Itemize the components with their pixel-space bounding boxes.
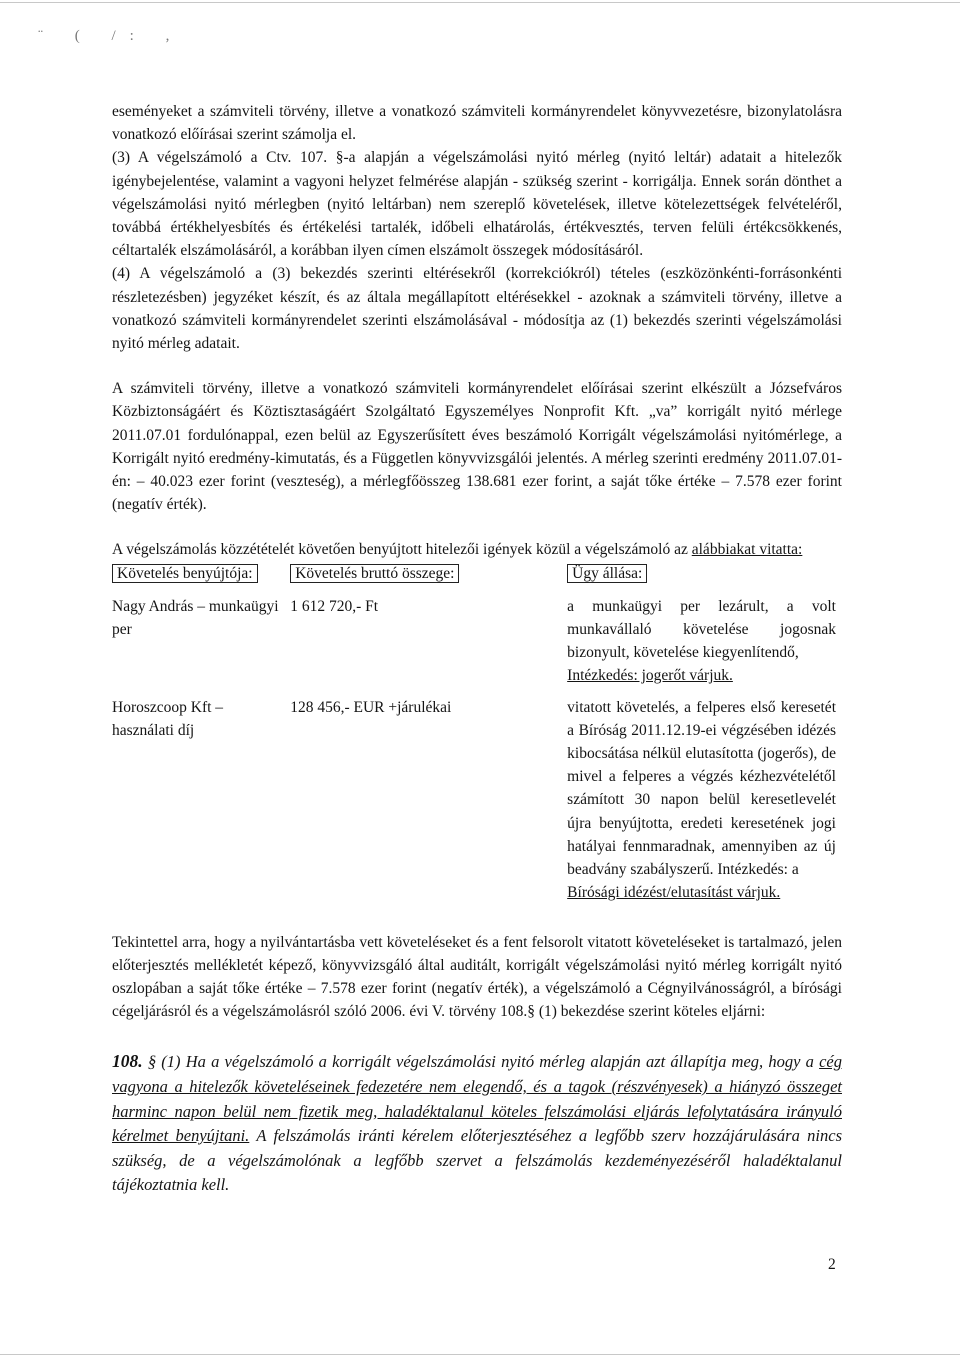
scan-edge-top	[0, 2, 960, 3]
scan-corner-marks: ¨ ( /: ,	[38, 28, 184, 44]
disputed-lead: A végelszámolás közzétételét követően benyújtott hitelezői igények közül a végelszámoló az	[112, 541, 692, 559]
table-row	[112, 696, 842, 905]
header-status: Ügy állása:	[567, 564, 647, 583]
paragraph-conclusion: Tekintettel arra, hogy a nyilvántartásba vett követeléseket és a fent felsorolt vitatott követeléseket is tartalmazó, jelen előterjesztés mellékletét képező, könyvvizsgáló által auditált, korrigált végelszámolási nyitó mérleg korrigált nyitó oszlopában a saját tőke értéke – 7.578 ezer forint (negatív érték), a végelszámoló a Cégnyilvánosságról, a bírósági cégeljárásról és a végelszámolásról szóló 2006. évi V. törvény 108.§ (1) bekezdése szerint köteles eljárni:	[112, 933, 842, 1021]
table-row	[112, 595, 842, 688]
paragraph-disputed	[112, 538, 842, 561]
status-text: a munkaügyi per lezárult, a volt munkavállaló követelése jogosnak bizonyult, követelése kiegyenlítendő,	[567, 597, 836, 662]
cell-status	[567, 595, 842, 688]
law-section-number: 108.	[112, 1051, 143, 1072]
scan-edge-bottom	[0, 1354, 960, 1355]
paragraph-4: (4) A végelszámoló a (3) bekezdés szerinti eltérésekről (korrekciókról) tételes (eszközönkénti-forrásonkénti részletezésben) jegyzéket készít, és az általa megállapított eltérésekkel - azoknak a számviteli törvény, illetve a vonatkozó számviteli kormányrendelet szerinti elszámolásával - módosítja az (1) bekezdés szerinti végelszámolási nyitó mérleg adatait.	[112, 265, 842, 353]
law-quote	[112, 1049, 842, 1198]
header-creditor: Követelés benyújtója:	[112, 564, 258, 583]
law-text-underlined: cég vagyona a hitelezők követeléseinek fedezetére nem elegendő, és a tagok (részvényesek) a hiányzó összeget harminc napon belül nem fizetik meg, haladéktalanul köteles felszámolási eljárás lefolytatására irányuló kérelmet benyújtani.	[112, 1052, 842, 1146]
table-header-row	[112, 562, 842, 585]
page-number: 2	[828, 1256, 836, 1273]
document-body	[112, 100, 842, 1198]
cell-amount: 1 612 720,- Ft	[290, 597, 379, 615]
cell-status	[567, 696, 842, 905]
status-action: Intézkedés: jogerőt várjuk.	[567, 667, 733, 685]
law-text-part2: A felszámolás iránti kérelem előterjesztéséhez a legfőbb szerv hozzájárulására nincs szükség, de a végelszámolónak a legfőbb szervet a felszámolás kezdeményezéséről haladéktalanul tájékoztatnia kell.	[112, 1126, 842, 1195]
status-action: Bírósági idézést/elutasítást várjuk.	[567, 884, 781, 902]
disputed-tail: alábbiakat vitatta:	[691, 541, 803, 559]
paragraph-3: (3) A végelszámoló a Ctv. 107. §-a alapján a végelszámolási nyitó mérleg (nyitó leltár) adatait a hitelezők igénybejelentése, valamint a vagyoni helyzet felmérése alapján - szükség szerint - korrigálja. Ennek során dönthet a végelszámolási nyitó mérlegben (nyitó leltárban) nem szereplő követelések, illetve kötelezettségek felvételéről, továbbá értékhelyesbítés és értékelési tartalék, időbeli elhatárolás, értékvesztés, terven felüli értékcsökkenés, céltartalék elszámolásáról, a korábban ilyen címen elszámolt összegek módosításáról.	[112, 149, 842, 260]
cell-creditor: Nagy András – munkaügyi per	[112, 597, 279, 639]
paragraph-report: A számviteli törvény, illetve a vonatkozó számviteli kormányrendelet előírásai szerint elkészült a Józsefváros Közbiztonságáért és Köztisztaságáért Szolgáltató Egyszemélyes Nonprofit Kft. „va” korrigált nyitó mérlege 2011.07.01 fordulónappal, ezen belül az Egyszerűsített éves beszámoló Korrigált végelszámolási nyitómérlege, a Korrigált nyitó eredmény-kimutatás, és a Független könyvvizsgálói jelentés. A mérleg szerinti eredmény 2011.07.01-én: – 40.023 ezer forint (veszteség), a mérlegfőösszeg 138.681 ezer forint, a saját tőke értéke – 7.578 ezer forint (negatív érték).	[112, 380, 842, 514]
cell-amount: 128 456,- EUR +járulékai	[290, 698, 452, 716]
cell-creditor: Horoszcoop Kft – használati díj	[112, 698, 224, 739]
law-text-part1: § (1) Ha a végelszámoló a korrigált végelszámolási nyitó mérleg alapján azt állapítja meg, hogy a	[142, 1052, 820, 1072]
disputed-claims-table	[112, 562, 842, 905]
paragraph-intro: eseményeket a számviteli törvény, illetve a vonatkozó számviteli kormányrendelet könyvvezetésre, bizonylatolásra vonatkozó előírásai szerint számolja el.	[112, 103, 842, 144]
status-text: vitatott követelés, a felperes első keresetét a Bíróság 2011.12.19-ei végzésében idézés kibocsátása nélkül elutasította (jogerős), de mivel a felperes a végzés kézhezvételétől számított 30 napon belül keresetlevelét újra benyújtotta, eredeti keresetének jogi hatályai fennmaradnak, amennyiben az új beadvány szabályszerű. Intézkedés: a	[567, 698, 836, 879]
header-amount: Követelés bruttó összege:	[290, 564, 459, 583]
